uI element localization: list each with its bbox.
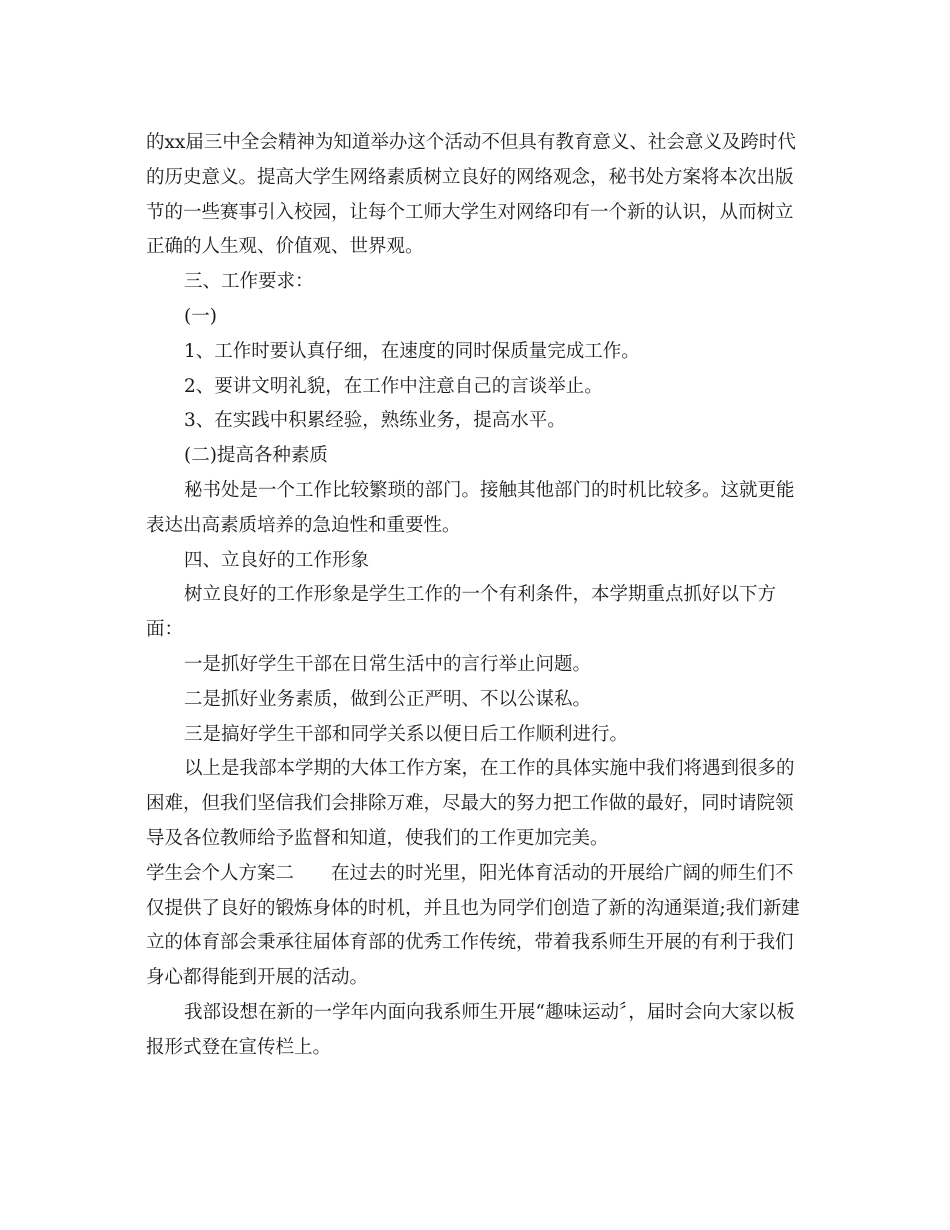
text-line: 我部设想在新的一学年内面向我系师生开展“趣味运动〞，届时会向大家以板 — [184, 1001, 795, 1023]
text-line: 三、工作要求： — [184, 271, 314, 293]
text-line: 仅提供了良好的锻炼身体的时机，并且也为同学们创造了新的沟通渠道;我们新建 — [146, 897, 800, 919]
text-line: 2、要讲文明礼貌，在工作中注意自己的言谈举止。 — [184, 375, 603, 397]
text-line: 正确的人生观、价值观、世界观。 — [146, 236, 424, 258]
text-line: 节的一些赛事引入校园，让每个工师大学生对网络印有一个新的认识，从而树立 — [146, 201, 794, 223]
text-line: 四、立良好的工作形象 — [184, 549, 370, 571]
text-line: 身心都得能到开展的活动。 — [146, 967, 369, 989]
text-line: 秘书处是一个工作比较繁琐的部门。接触其他部门的时机比较多。这就更能 — [184, 479, 795, 501]
text-line: 报形式登在宣传栏上。 — [146, 1036, 332, 1058]
text-line: 三是搞好学生干部和同学关系以便日后工作顺利进行。 — [184, 723, 629, 745]
text-line: (一) — [184, 305, 217, 327]
text-line: 学生会个人方案二 在过去的时光里，阳光体育活动的开展给广阔的师生们不 — [146, 862, 794, 884]
text-line: 导及各位教师给予监督和知道，使我们的工作更加完美。 — [146, 827, 609, 849]
text-line: 1、工作时要认真仔细，在速度的同时保质量完成工作。 — [184, 340, 640, 362]
text-line: 以上是我部本学期的大体工作方案，在工作的具体实施中我们将遇到很多的 — [184, 758, 795, 780]
text-line: 立的体育部会秉承往届体育部的优秀工作传统，带着我系师生开展的有利于我们 — [146, 932, 794, 954]
document-body — [146, 126, 810, 1066]
text-line: 树立良好的工作形象是学生工作的一个有利条件，本学期重点抓好以下方 — [184, 584, 777, 606]
text-line: 面： — [146, 619, 184, 641]
text-line: (二)提高各种素质 — [184, 445, 328, 467]
text-line: 二是抓好业务素质，做到公正严明、不以公谋私。 — [184, 688, 592, 710]
text-line: 的xx届三中全会精神为知道举办这个活动不但具有教育意义、社会意义及跨时代 — [146, 132, 796, 153]
text-line: 3、在实践中积累经验，熟练业务，提高水平。 — [184, 410, 566, 432]
text-line: 困难，但我们坚信我们会排除万难，尽最大的努力把工作做的最好，同时请院领 — [146, 793, 794, 815]
text-line: 一是抓好学生干部在日常生活中的言行举止问题。 — [184, 653, 592, 675]
text-line: 的历史意义。提高大学生网络素质树立良好的网络观念，秘书处方案将本次出版 — [146, 166, 794, 188]
text-line: 表达出高素质培养的急迫性和重要性。 — [146, 514, 461, 536]
